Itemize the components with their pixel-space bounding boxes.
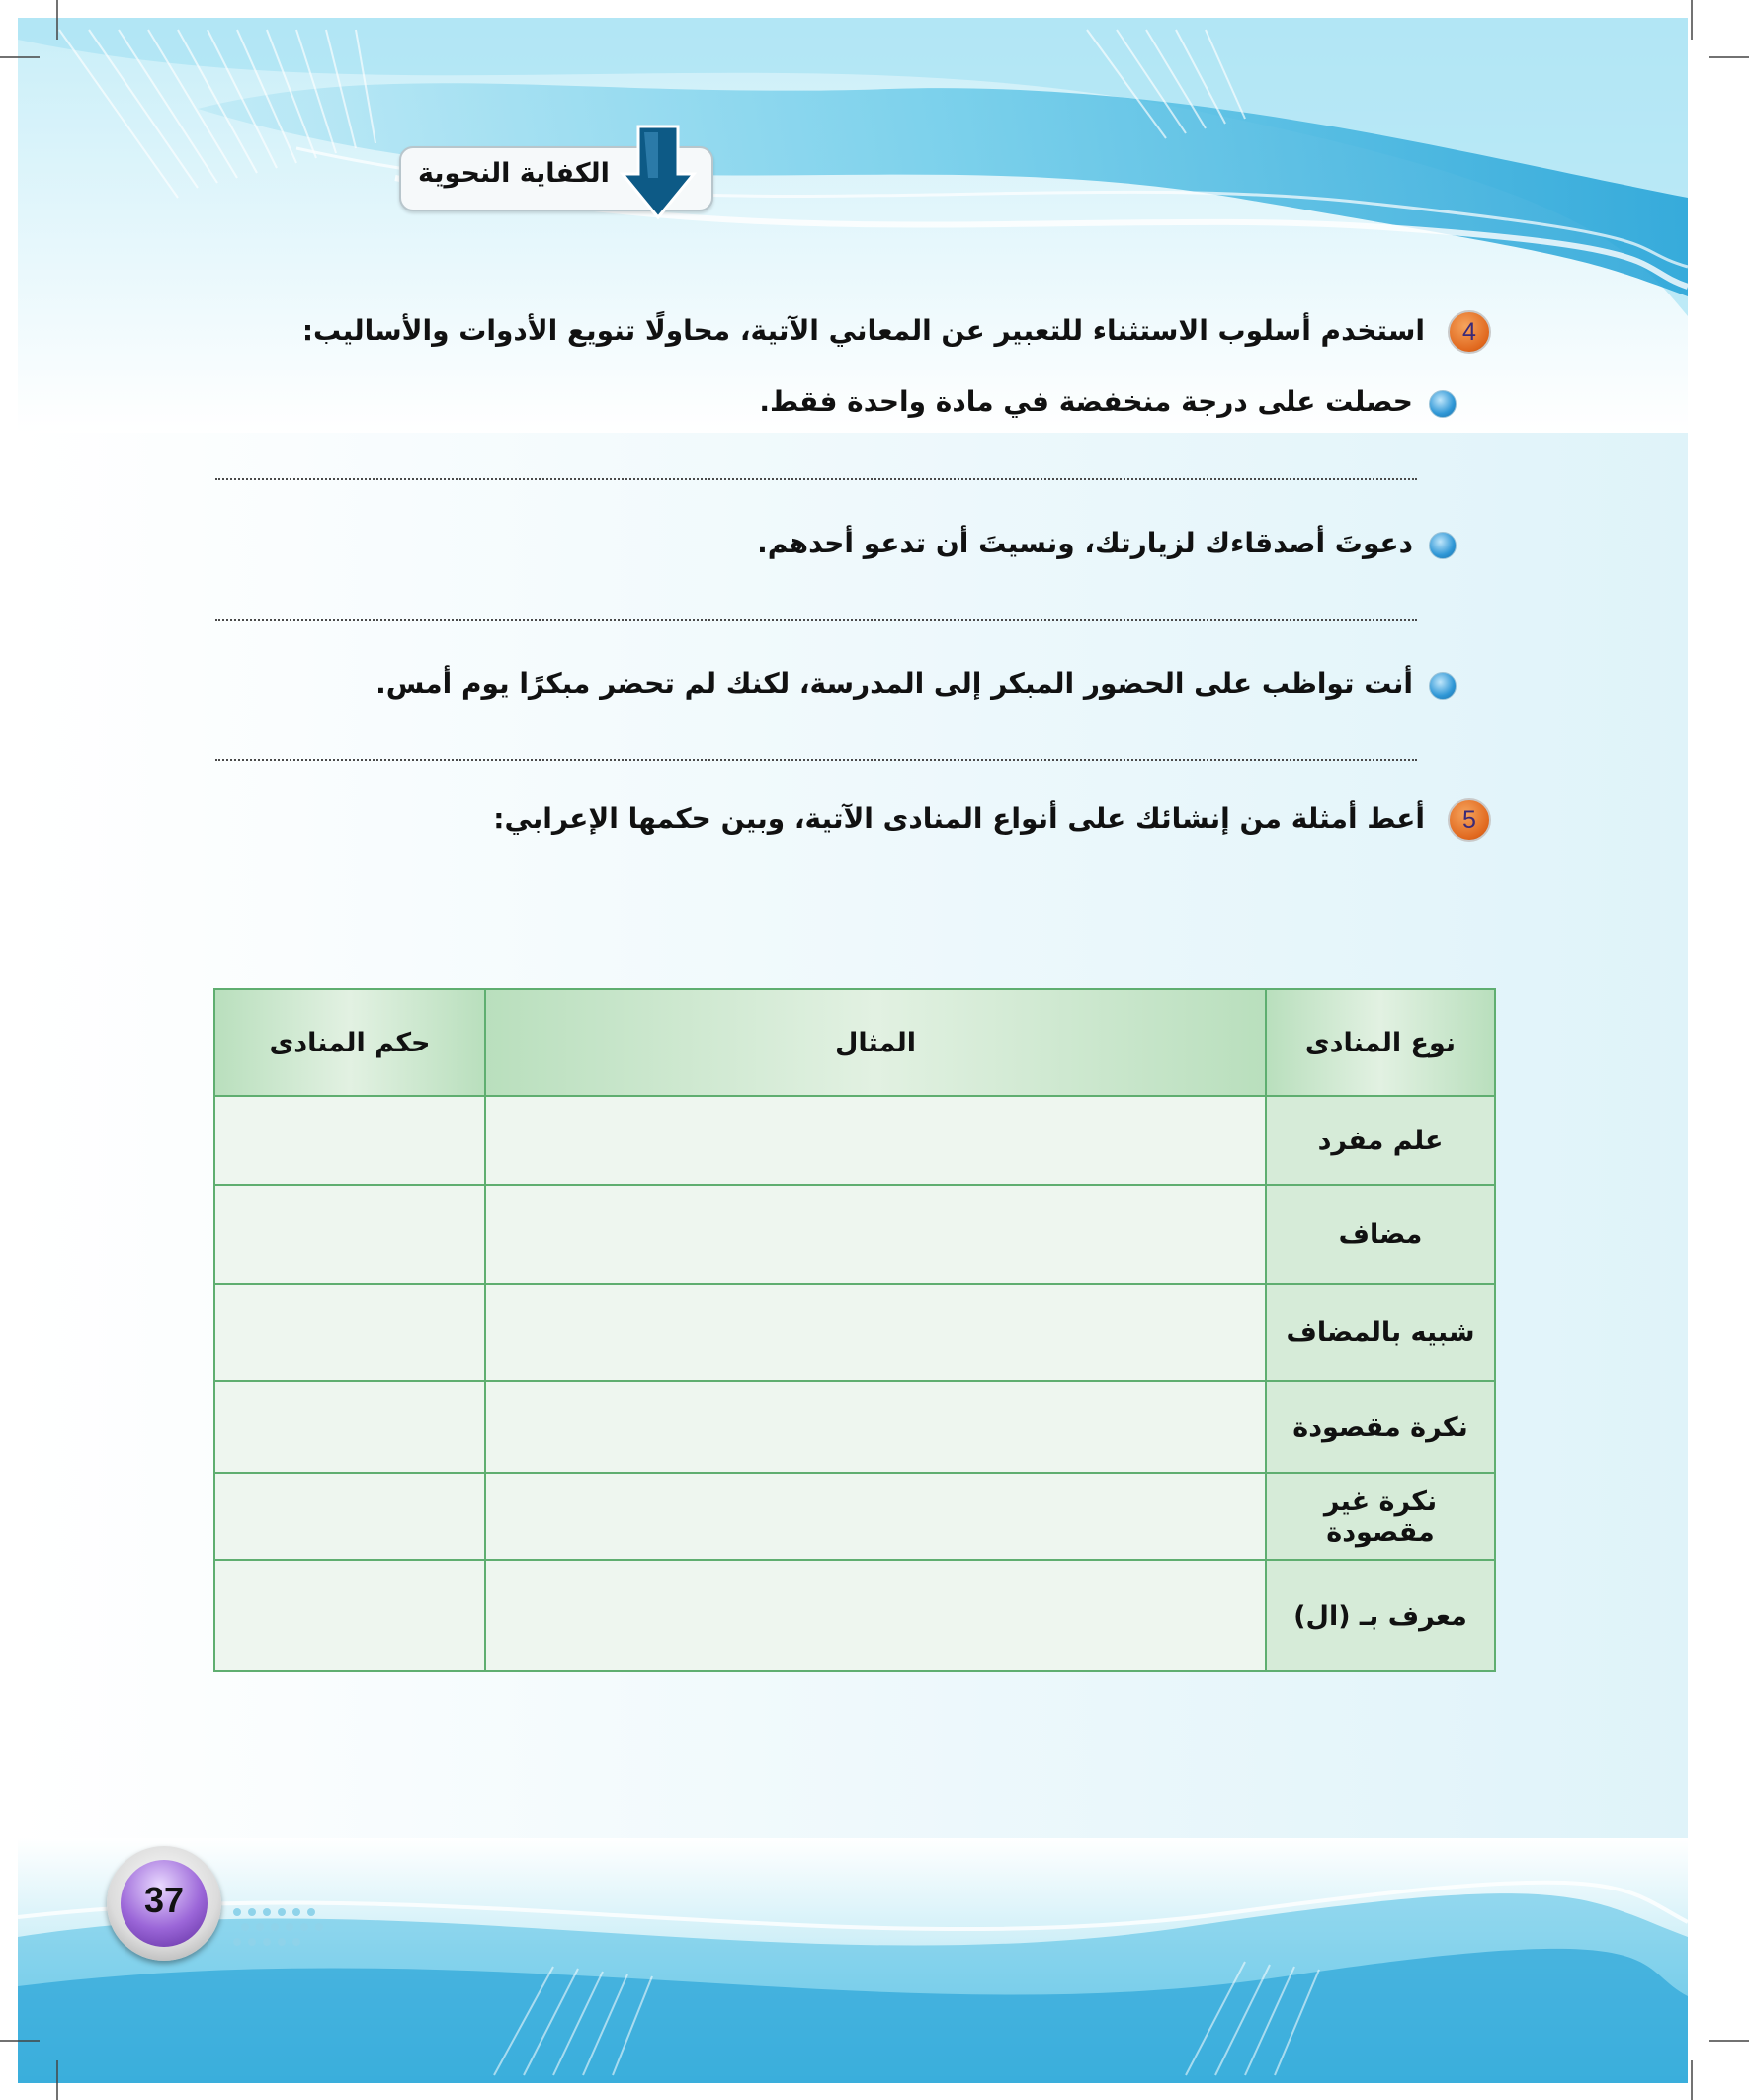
example-cell[interactable]	[485, 1096, 1266, 1185]
table-row	[214, 1185, 1495, 1284]
answer-line-2[interactable]	[215, 619, 1417, 621]
vocative-type-cell: شبيه بالمضاف	[1266, 1284, 1495, 1381]
example-cell[interactable]	[485, 1473, 1266, 1560]
bullet-icon	[1429, 390, 1457, 418]
table-row	[214, 1560, 1495, 1671]
vocative-type-cell: علم مفرد	[1266, 1096, 1495, 1185]
question-5-text: أعط أمثلة من إنشائك على أنواع المنادى الآتية، وبين حكمها الإعرابي:	[493, 802, 1425, 835]
example-cell[interactable]	[485, 1185, 1266, 1284]
ruling-cell[interactable]	[214, 1381, 485, 1473]
vocative-table	[213, 988, 1496, 1672]
header-example: المثال	[485, 989, 1266, 1096]
vocative-type-cell: نكرة مقصودة	[1266, 1381, 1495, 1473]
table-row	[214, 1473, 1495, 1560]
vocative-type-cell: معرف بـ (ال)	[1266, 1560, 1495, 1671]
ruling-cell[interactable]	[214, 1185, 485, 1284]
answer-line-1[interactable]	[215, 478, 1417, 480]
header-vocative-ruling: حكم المنادى	[214, 989, 485, 1096]
down-arrow-icon	[619, 123, 698, 221]
vocative-type-cell: نكرة غير مقصودة	[1266, 1473, 1495, 1560]
section-title: الكفاية النحوية	[418, 158, 610, 189]
bullet-icon	[1429, 532, 1457, 559]
page-number-badge	[107, 1846, 221, 1961]
question-number-badge: 5	[1448, 798, 1491, 842]
header-vocative-type: نوع المنادى	[1266, 989, 1495, 1096]
ruling-cell[interactable]	[214, 1284, 485, 1381]
question-4-item-2: دعوتَ أصدقاءك لزيارتك، ونسيتَ أن تدعو أحدهم.	[757, 527, 1413, 559]
question-4-item-3: أنت تواظب على الحضور المبكر إلى المدرسة، لكنك لم تحضر مبكرًا يوم أمس.	[375, 667, 1413, 700]
table-row	[214, 1096, 1495, 1185]
table-row	[214, 1284, 1495, 1381]
table-header-row	[214, 989, 1495, 1096]
vocative-type-cell: مضاف	[1266, 1185, 1495, 1284]
example-cell[interactable]	[485, 1560, 1266, 1671]
ruling-cell[interactable]	[214, 1560, 485, 1671]
page-number: 37	[143, 1880, 185, 1920]
example-cell[interactable]	[485, 1284, 1266, 1381]
table-row	[214, 1381, 1495, 1473]
question-4-text: استخدم أسلوب الاستثناء للتعبير عن المعاني الآتية، محاولًا تنويع الأدوات والأساليب:	[301, 314, 1425, 347]
example-cell[interactable]	[485, 1381, 1266, 1473]
question-number-badge: 4	[1448, 310, 1491, 354]
ruling-cell[interactable]	[214, 1096, 485, 1185]
answer-line-3[interactable]	[215, 759, 1417, 761]
question-4-item-1: حصلت على درجة منخفضة في مادة واحدة فقط.	[759, 385, 1413, 418]
bullet-icon	[1429, 672, 1457, 700]
ruling-cell[interactable]	[214, 1473, 485, 1560]
